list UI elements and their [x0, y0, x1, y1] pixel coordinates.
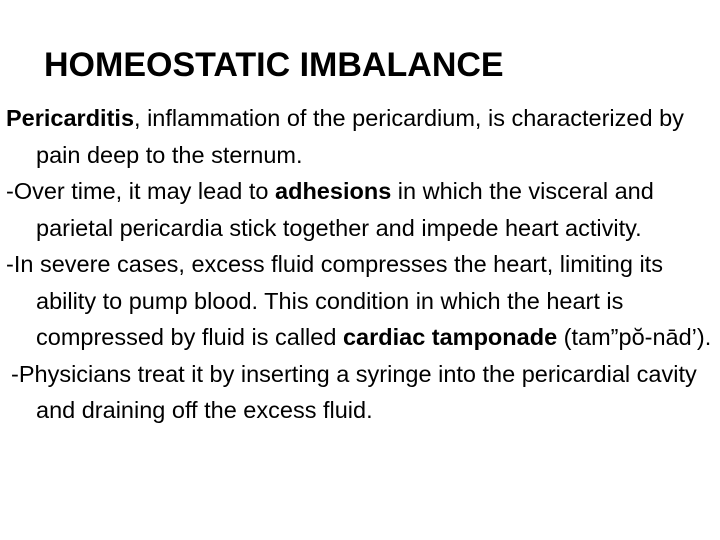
paragraph-text: , inflammation of the pericardium, is characterized by pain deep to the sternum.: [36, 105, 684, 168]
paragraph-text: -Physicians treat it by inserting a syringe into the pericardial cavity and draining off the excess fluid.: [11, 360, 697, 423]
paragraph-treatment: [6, 356, 714, 429]
paragraph-cardiac-tamponade: [6, 246, 714, 356]
paragraph-text: (tam”pŏ-nād’).: [557, 324, 712, 350]
term-cardiac-tamponade: cardiac tamponade: [342, 324, 558, 350]
paragraph-prefix: -In severe cases, excess fluid compresses the heart, limiting its ability to pump blood. This condition in which the heart is compressed by fluid is called: [6, 251, 663, 350]
paragraph-adhesions: [6, 173, 714, 246]
term-pericarditis: Pericarditis: [6, 105, 135, 131]
slide-body: [6, 100, 714, 429]
paragraph-pericarditis: [6, 100, 714, 173]
term-adhesions: adhesions: [275, 178, 392, 204]
paragraph-text: in which the visceral and parietal pericardia stick together and impede heart activity.: [36, 178, 654, 241]
paragraph-prefix: -Over time, it may lead to: [6, 178, 276, 204]
slide-title: HOMEOSTATIC IMBALANCE: [44, 46, 504, 84]
